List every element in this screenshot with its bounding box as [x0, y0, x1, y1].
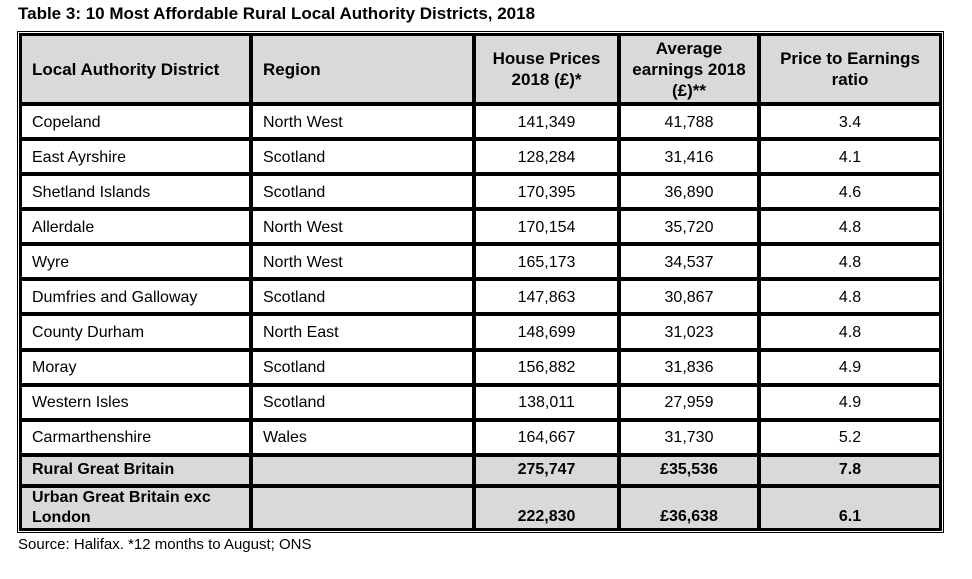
cell-district: Wyre [20, 244, 251, 279]
cell-ratio: 4.8 [759, 279, 941, 314]
cell-earnings: 31,416 [619, 139, 759, 174]
table-row [20, 244, 941, 279]
table-row [20, 385, 941, 420]
summary-row [20, 455, 941, 486]
cell-ratio: 5.2 [759, 420, 941, 455]
summary-cell-house-price: 275,747 [474, 455, 619, 486]
cell-earnings: 31,836 [619, 350, 759, 385]
cell-region: Scotland [251, 139, 474, 174]
cell-district: Carmarthenshire [20, 420, 251, 455]
cell-earnings: 41,788 [619, 104, 759, 139]
header-row [20, 34, 941, 104]
cell-district: Copeland [20, 104, 251, 139]
cell-house-price: 170,395 [474, 174, 619, 209]
cell-ratio: 4.9 [759, 350, 941, 385]
summary-cell-ratio: 6.1 [759, 486, 941, 530]
cell-region: North West [251, 244, 474, 279]
cell-district: Dumfries and Galloway [20, 279, 251, 314]
summary-cell-region [251, 455, 474, 486]
summary-cell-district: Rural Great Britain [20, 455, 251, 486]
cell-ratio: 4.8 [759, 209, 941, 244]
cell-district: Moray [20, 350, 251, 385]
header-district: Local Authority District [20, 34, 251, 104]
cell-house-price: 164,667 [474, 420, 619, 455]
header-house-prices: House Prices 2018 (£)* [474, 34, 619, 104]
cell-region: North West [251, 209, 474, 244]
cell-house-price: 147,863 [474, 279, 619, 314]
cell-region: Scotland [251, 385, 474, 420]
cell-district: Western Isles [20, 385, 251, 420]
cell-ratio: 3.4 [759, 104, 941, 139]
cell-ratio: 4.8 [759, 314, 941, 349]
summary-cell-house-price: 222,830 [474, 486, 619, 530]
cell-region: North East [251, 314, 474, 349]
cell-ratio: 4.1 [759, 139, 941, 174]
table-row [20, 209, 941, 244]
cell-house-price: 128,284 [474, 139, 619, 174]
cell-house-price: 165,173 [474, 244, 619, 279]
table-row [20, 174, 941, 209]
cell-region: Scotland [251, 279, 474, 314]
cell-ratio: 4.9 [759, 385, 941, 420]
header-earnings: Average earnings 2018 (£)** [619, 34, 759, 104]
summary-cell-district: Urban Great Britain exc London [20, 486, 251, 530]
cell-earnings: 35,720 [619, 209, 759, 244]
cell-earnings: 27,959 [619, 385, 759, 420]
source-note: Source: Halifax. *12 months to August; ONS [18, 536, 312, 553]
summary-cell-earnings: £36,638 [619, 486, 759, 530]
cell-earnings: 36,890 [619, 174, 759, 209]
cell-ratio: 4.8 [759, 244, 941, 279]
cell-district: Allerdale [20, 209, 251, 244]
table-row [20, 139, 941, 174]
cell-earnings: 34,537 [619, 244, 759, 279]
cell-earnings: 31,730 [619, 420, 759, 455]
cell-district: County Durham [20, 314, 251, 349]
cell-district: East Ayrshire [20, 139, 251, 174]
table-row [20, 314, 941, 349]
table-row [20, 350, 941, 385]
cell-ratio: 4.6 [759, 174, 941, 209]
table-title: Table 3: 10 Most Affordable Rural Local Authority Districts, 2018 [18, 4, 536, 23]
cell-house-price: 138,011 [474, 385, 619, 420]
cell-earnings: 31,023 [619, 314, 759, 349]
summary-cell-region [251, 486, 474, 530]
cell-region: North West [251, 104, 474, 139]
cell-district: Shetland Islands [20, 174, 251, 209]
header-region: Region [251, 34, 474, 104]
cell-region: Scotland [251, 350, 474, 385]
summary-cell-ratio: 7.8 [759, 455, 941, 486]
affordability-table [17, 31, 944, 533]
summary-row [20, 486, 941, 530]
table-row [20, 279, 941, 314]
header-ratio: Price to Earnings ratio [759, 34, 941, 104]
cell-region: Scotland [251, 174, 474, 209]
cell-earnings: 30,867 [619, 279, 759, 314]
cell-house-price: 156,882 [474, 350, 619, 385]
cell-house-price: 170,154 [474, 209, 619, 244]
table-row [20, 104, 941, 139]
summary-cell-earnings: £35,536 [619, 455, 759, 486]
table-row [20, 420, 941, 455]
cell-house-price: 141,349 [474, 104, 619, 139]
cell-region: Wales [251, 420, 474, 455]
cell-house-price: 148,699 [474, 314, 619, 349]
